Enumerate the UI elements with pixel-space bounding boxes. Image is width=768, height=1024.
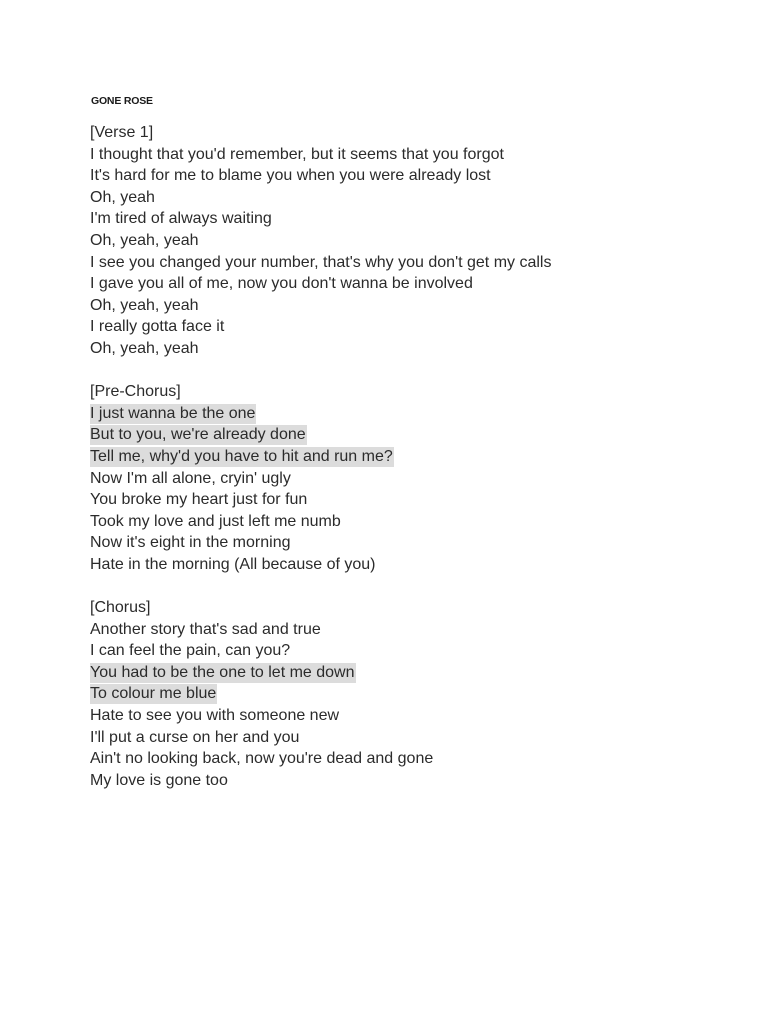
lyric-line — [90, 295, 710, 317]
lyric-line — [90, 748, 710, 770]
lyric-line-text: I see you changed your number, that's why you don't get my calls — [90, 253, 552, 271]
lyric-line — [90, 532, 710, 554]
lyric-line — [90, 554, 710, 576]
lyric-line-text: I'm tired of always waiting — [90, 210, 272, 228]
highlighted-lyric-line — [90, 446, 710, 468]
lyric-line — [90, 727, 710, 749]
lyric-line — [90, 230, 710, 252]
lyric-line — [90, 489, 710, 511]
lyric-line — [90, 338, 710, 360]
lyric-line-text: Oh, yeah, yeah — [90, 296, 199, 314]
lyric-line-text: Oh, yeah, yeah — [90, 339, 199, 357]
page-title: GONE ROSE — [91, 95, 153, 107]
lyric-line-text: I thought that you'd remember, but it seems that you forgot — [90, 145, 504, 163]
lyric-line — [90, 273, 710, 295]
lyric-line-text: Tell me, why'd you have to hit and run me? — [90, 447, 393, 465]
lyric-line — [90, 208, 710, 230]
lyric-line — [90, 122, 710, 144]
highlighted-lyric-line — [90, 424, 710, 446]
lyric-line-text: You had to be the one to let me down — [90, 663, 355, 681]
lyric-line-text: My love is gone too — [90, 771, 228, 789]
blank-line — [90, 360, 710, 382]
lyric-line — [90, 252, 710, 274]
lyric-line — [90, 770, 710, 792]
lyric-line — [90, 640, 710, 662]
lyric-line-text: I just wanna be the one — [90, 404, 256, 422]
lyric-line-text: You broke my heart just for fun — [90, 491, 308, 509]
lyric-line-text: To colour me blue — [90, 685, 217, 703]
lyric-line — [90, 619, 710, 641]
lyric-line — [90, 468, 710, 490]
lyric-line-text: [Chorus] — [90, 599, 151, 617]
lyric-line-text: [Pre-Chorus] — [90, 383, 181, 401]
lyric-line — [90, 511, 710, 533]
blank-line — [90, 575, 710, 597]
lyrics-body — [90, 122, 710, 791]
lyric-line-text: I gave you all of me, now you don't wanna be involved — [90, 275, 473, 293]
highlighted-lyric-line — [90, 662, 710, 684]
lyric-line-text: But to you, we're already done — [90, 426, 306, 444]
lyric-line — [90, 381, 710, 403]
lyric-line-text: Hate in the morning (All because of you) — [90, 555, 376, 573]
lyric-line-text: Now it's eight in the morning — [90, 534, 291, 552]
lyric-line-text: Now I'm all alone, cryin' ugly — [90, 469, 291, 487]
lyric-line-text: Oh, yeah, yeah — [90, 231, 199, 249]
lyric-line-text: I can feel the pain, can you? — [90, 642, 291, 660]
highlighted-lyric-line — [90, 403, 710, 425]
lyric-line-text: I'll put a curse on her and you — [90, 728, 300, 746]
lyric-line — [90, 144, 710, 166]
lyric-line-text: Oh, yeah — [90, 188, 155, 206]
lyric-line-text: It's hard for me to blame you when you were already lost — [90, 167, 491, 185]
lyric-line-text: [Verse 1] — [90, 124, 154, 141]
lyric-line-text: Hate to see you with someone new — [90, 707, 340, 725]
lyric-line — [90, 705, 710, 727]
lyric-line-text: Took my love and just left me numb — [90, 512, 341, 530]
highlighted-lyric-line — [90, 683, 710, 705]
lyric-line — [90, 165, 710, 187]
lyric-line — [90, 597, 710, 619]
lyric-line — [90, 316, 710, 338]
lyric-line — [90, 187, 710, 209]
lyric-line-text: Ain't no looking back, now you're dead and gone — [90, 750, 434, 768]
lyric-line-text: Another story that's sad and true — [90, 620, 321, 638]
lyric-line-text: I really gotta face it — [90, 318, 225, 336]
